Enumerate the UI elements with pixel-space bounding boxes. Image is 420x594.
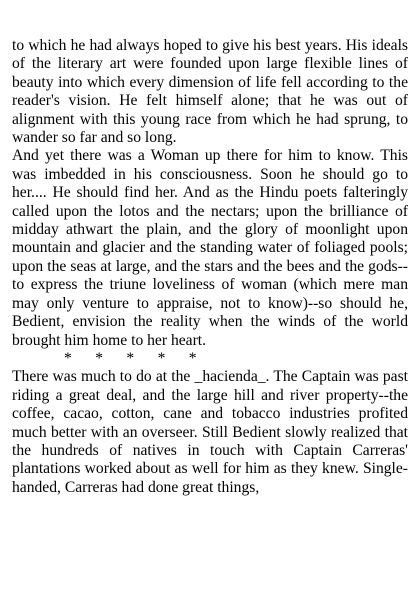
paragraph-1: to which he had always hoped to give his best years. His ideals of the literary art were founded upon large flexible lines of beauty into which every dimension of life fell according to the reader's vision. He felt himself alone; that he was out of alignment with this young race from which he had sprung, to wander so far and so long.	[12, 37, 408, 147]
paragraph-3: There was much to do at the _hacienda_. The Captain was past riding a great deal, and the large hill and river property--the coffee, cacao, cotton, cane and tobacco industries profited much better with an overseer. Still Bedient slowly realized that the hundreds of natives in touch with Captain Carreras' plantations worked about as well for him as they knew. Single-handed, Carreras had done great things,	[12, 368, 408, 496]
section-break: * * * * *	[64, 349, 197, 367]
page-text	[12, 37, 408, 497]
paragraph-2: And yet there was a Woman up there for him to know. This was imbedded in his consciousness. Soon he should go to her.... He should find her. And as the Hindu poets falteringly called upon the lotos and the nectars; upon the brilliance of midday athwart the plain, and the glory of moonlight upon mountain and glacier and the standing water of foliaged pools; upon the seas at large, and the stars and the bees and the gods--to express the triune loveliness of woman (which mere man may only venture to appraise, not to know)--so should he, Bedient, envision the reality when the winds of the world brought him home to her heart.	[12, 147, 408, 349]
